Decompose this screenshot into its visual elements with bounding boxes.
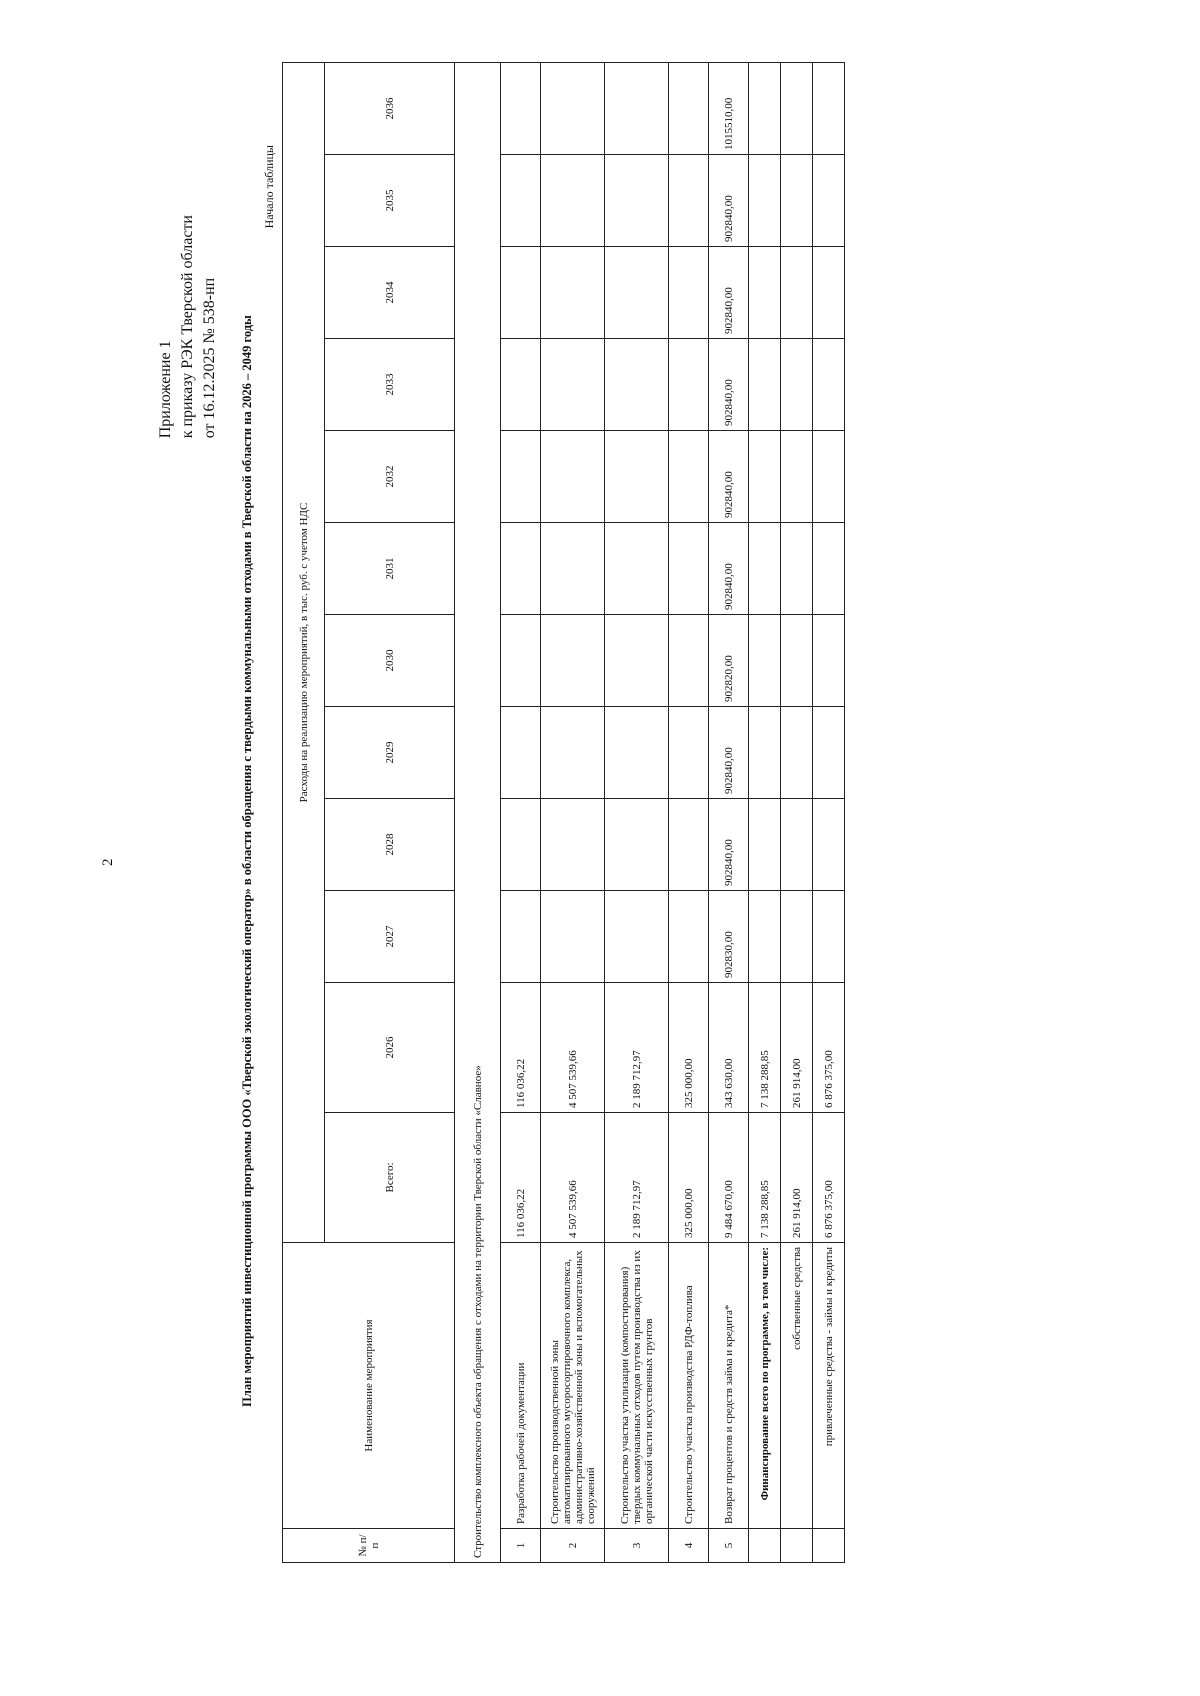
table-row — [605, 63, 669, 1563]
row-value-2029 — [501, 707, 541, 799]
row-value-2027 — [669, 891, 709, 983]
row-value-2035 — [669, 155, 709, 247]
row-value-2026: 325 000,00 — [669, 983, 709, 1113]
summary-label: Финансирование всего по программе, в том числе: — [749, 1243, 781, 1529]
row-value-2027 — [541, 891, 605, 983]
summary-value-2035 — [749, 155, 781, 247]
summary-num-empty — [781, 1529, 813, 1563]
summary-value-2034 — [749, 247, 781, 339]
header-year-2031: 2031 — [325, 523, 455, 615]
summary-value-2034 — [813, 247, 845, 339]
summary-total: 6 876 375,00 — [813, 1113, 845, 1243]
row-value-2027 — [501, 891, 541, 983]
row-total: 4 507 539,66 — [541, 1113, 605, 1243]
summary-value-2030 — [781, 615, 813, 707]
row-value-2033: 902840,00 — [709, 339, 749, 431]
row-value-2034 — [669, 247, 709, 339]
summary-value-2029 — [749, 707, 781, 799]
summary-value-2035 — [813, 155, 845, 247]
summary-row — [813, 63, 845, 1563]
header-year-2034: 2034 — [325, 247, 455, 339]
row-value-2030 — [605, 615, 669, 707]
row-value-2027 — [605, 891, 669, 983]
row-value-2026: 2 189 712,97 — [605, 983, 669, 1113]
row-value-2032 — [669, 431, 709, 523]
summary-row — [749, 63, 781, 1563]
row-name: Строительство участка утилизации (компостирования) твердых коммунальных отходов путем производства из их органической части искусственных грунтов — [605, 1243, 669, 1529]
summary-value-2033 — [749, 339, 781, 431]
summary-value-2030 — [813, 615, 845, 707]
summary-value-2026: 7 138 288,85 — [749, 983, 781, 1113]
row-value-2031 — [501, 523, 541, 615]
row-value-2032 — [501, 431, 541, 523]
row-number: 4 — [669, 1529, 709, 1563]
document-title: План мероприятий инвестиционной программы ООО «Тверской экологический оператор» в области обращения с твердыми коммунальными отходами в Тверской области на 2026 – 2049 годы — [240, 315, 254, 1407]
appendix-line-2: к приказу РЭК Тверской области — [179, 215, 196, 439]
row-value-2033 — [605, 339, 669, 431]
summary-value-2031 — [781, 523, 813, 615]
summary-value-2026: 261 914,00 — [781, 983, 813, 1113]
summary-value-2031 — [813, 523, 845, 615]
row-value-2030: 902820,00 — [709, 615, 749, 707]
summary-value-2026: 6 876 375,00 — [813, 983, 845, 1113]
row-value-2035 — [541, 155, 605, 247]
summary-value-2028 — [781, 799, 813, 891]
summary-value-2035 — [781, 155, 813, 247]
row-name: Возврат процентов и средств займа и кредита* — [709, 1243, 749, 1529]
row-value-2030 — [541, 615, 605, 707]
header-total: Всего: — [325, 1113, 455, 1243]
summary-num-empty — [813, 1529, 845, 1563]
row-value-2031 — [541, 523, 605, 615]
row-value-2036 — [541, 63, 605, 155]
row-value-2028 — [605, 799, 669, 891]
summary-value-2027 — [749, 891, 781, 983]
summary-value-2036 — [749, 63, 781, 155]
header-year-2026: 2026 — [325, 983, 455, 1113]
row-value-2026: 343 630,00 — [709, 983, 749, 1113]
row-value-2028 — [541, 799, 605, 891]
row-value-2032 — [541, 431, 605, 523]
row-name: Строительство производственной зоны автоматизированного мусоросортировочного комплекса, административно-хозяйственной зоны и вспомогательных сооружений — [541, 1243, 605, 1529]
summary-value-2032 — [781, 431, 813, 523]
row-number: 2 — [541, 1529, 605, 1563]
row-number: 5 — [709, 1529, 749, 1563]
investment-plan-table — [282, 62, 845, 1563]
row-value-2029 — [541, 707, 605, 799]
row-value-2029: 902840,00 — [709, 707, 749, 799]
row-value-2028 — [501, 799, 541, 891]
row-value-2035: 902840,00 — [709, 155, 749, 247]
summary-label: привлеченные средства - займы и кредиты — [813, 1243, 845, 1529]
appendix-header — [155, 215, 221, 438]
summary-total: 261 914,00 — [781, 1113, 813, 1243]
summary-value-2033 — [813, 339, 845, 431]
header-num: № п/п — [283, 1529, 455, 1563]
table-row — [541, 63, 605, 1563]
header-expenses-group: Расходы на реализацию мероприятий, в тыс. руб. с учетом НДС — [283, 63, 325, 1243]
row-number: 3 — [605, 1529, 669, 1563]
summary-total: 7 138 288,85 — [749, 1113, 781, 1243]
header-year-2032: 2032 — [325, 431, 455, 523]
row-value-2027: 902830,00 — [709, 891, 749, 983]
page-number: 2 — [100, 858, 116, 866]
row-value-2034 — [541, 247, 605, 339]
header-year-2036: 2036 — [325, 63, 455, 155]
summary-value-2036 — [781, 63, 813, 155]
row-value-2031 — [669, 523, 709, 615]
row-name: Разработка рабочей документации — [501, 1243, 541, 1529]
summary-row — [781, 63, 813, 1563]
header-year-2029: 2029 — [325, 707, 455, 799]
row-value-2031: 902840,00 — [709, 523, 749, 615]
row-total: 325 000,00 — [669, 1113, 709, 1243]
row-value-2033 — [669, 339, 709, 431]
row-value-2026: 4 507 539,66 — [541, 983, 605, 1113]
table-row — [501, 63, 541, 1563]
header-year-2030: 2030 — [325, 615, 455, 707]
row-total: 9 484 670,00 — [709, 1113, 749, 1243]
summary-value-2029 — [781, 707, 813, 799]
section-row: Строительство комплексного объекта обращения с отходами на территории Тверской области «Славное» — [455, 63, 501, 1563]
table-row — [709, 63, 749, 1563]
row-value-2026: 116 036,22 — [501, 983, 541, 1113]
row-value-2035 — [605, 155, 669, 247]
row-value-2029 — [669, 707, 709, 799]
row-value-2030 — [669, 615, 709, 707]
row-value-2030 — [501, 615, 541, 707]
row-value-2036 — [501, 63, 541, 155]
row-value-2029 — [605, 707, 669, 799]
summary-value-2027 — [813, 891, 845, 983]
row-name: Строительство участка производства РДФ-топлива — [669, 1243, 709, 1529]
summary-value-2028 — [749, 799, 781, 891]
header-year-2033: 2033 — [325, 339, 455, 431]
table-start-label: Начало таблицы — [262, 145, 276, 229]
row-value-2034: 902840,00 — [709, 247, 749, 339]
row-number: 1 — [501, 1529, 541, 1563]
row-value-2036 — [605, 63, 669, 155]
summary-value-2031 — [749, 523, 781, 615]
summary-value-2036 — [813, 63, 845, 155]
row-value-2033 — [501, 339, 541, 431]
table-row — [669, 63, 709, 1563]
summary-value-2033 — [781, 339, 813, 431]
row-value-2034 — [501, 247, 541, 339]
summary-value-2030 — [749, 615, 781, 707]
appendix-line-3: от 16.12.2025 № 538-нп — [201, 277, 218, 439]
header-name: Наименование мероприятия — [283, 1243, 455, 1529]
row-value-2036: 1015510,00 — [709, 63, 749, 155]
header-year-2028: 2028 — [325, 799, 455, 891]
summary-value-2032 — [749, 431, 781, 523]
header-year-2027: 2027 — [325, 891, 455, 983]
summary-value-2027 — [781, 891, 813, 983]
summary-value-2032 — [813, 431, 845, 523]
row-total: 2 189 712,97 — [605, 1113, 669, 1243]
row-value-2032 — [605, 431, 669, 523]
summary-num-empty — [749, 1529, 781, 1563]
appendix-line-1: Приложение 1 — [157, 340, 174, 439]
row-total: 116 036,22 — [501, 1113, 541, 1243]
summary-value-2028 — [813, 799, 845, 891]
row-value-2031 — [605, 523, 669, 615]
header-year-2035: 2035 — [325, 155, 455, 247]
row-value-2036 — [669, 63, 709, 155]
row-value-2028 — [669, 799, 709, 891]
row-value-2028: 902840,00 — [709, 799, 749, 891]
row-value-2035 — [501, 155, 541, 247]
summary-value-2034 — [781, 247, 813, 339]
row-value-2032: 902840,00 — [709, 431, 749, 523]
summary-value-2029 — [813, 707, 845, 799]
row-value-2033 — [541, 339, 605, 431]
row-value-2034 — [605, 247, 669, 339]
summary-label: собственные средства — [781, 1243, 813, 1529]
